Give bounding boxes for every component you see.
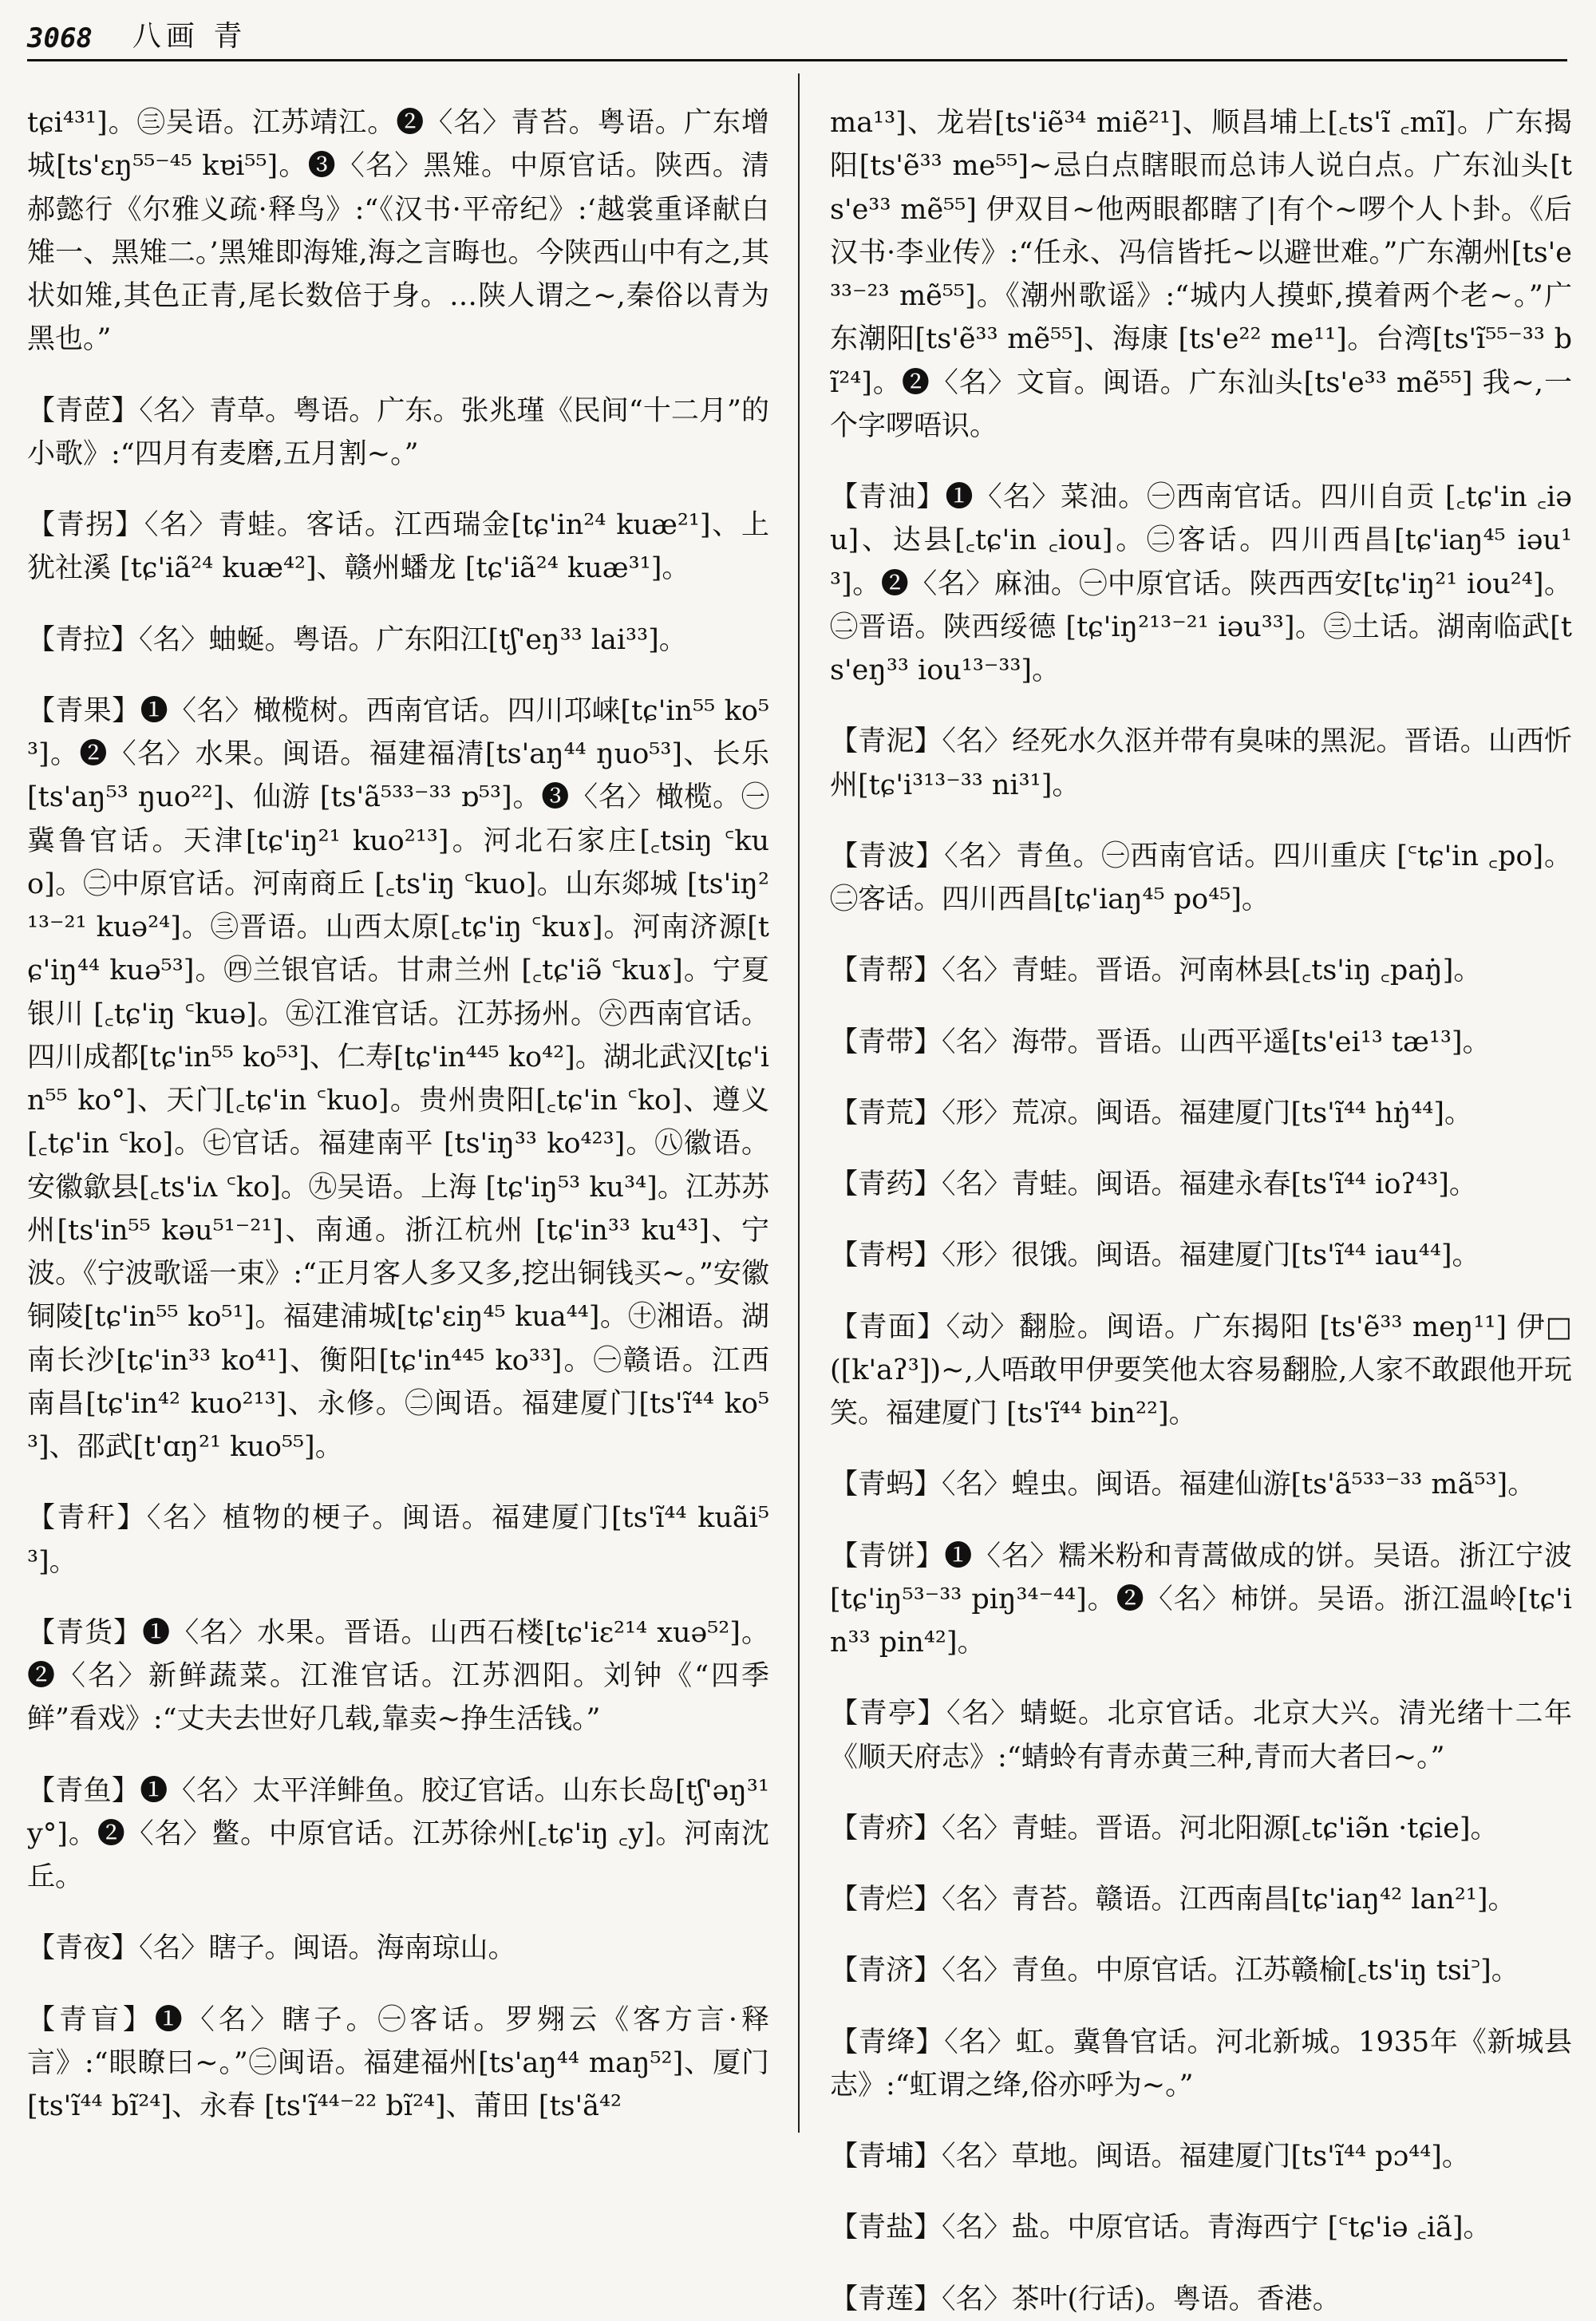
entry: 【青鱼】❶〈名〉太平洋鲱鱼。胶辽官话。山东长岛[tʃ'əŋ³¹ y°]。❷〈名〉鳖。中原官话。江苏徐州[꜀tɕ'iŋ ꜀y]。河南沈丘。 xyxy=(27,1774,769,1893)
entry: 【青泥】〈名〉经死水久沤并带有臭味的黑泥。晋语。山西忻州[tɕ'i³¹³⁻³³ ni³¹]。 xyxy=(830,726,1572,801)
entry: 【青盐】〈名〉盐。中原官话。青海西宁 [꜂tɕ'iə ꜀iã]。 xyxy=(830,2212,1491,2244)
column-divider xyxy=(798,73,800,2133)
page-header xyxy=(27,11,1567,61)
entry: 【青药】〈名〉青蛙。闽语。福建永春[ts'ĩ⁴⁴ ioʔ⁴³]。 xyxy=(830,1168,1477,1200)
entry: 【青疥】〈名〉青蛙。晋语。河北阳源[꜀tɕ'iə̃n ·tɕie]。 xyxy=(830,1812,1499,1845)
entry: 【青茝】〈名〉青草。粤语。广东。张兆瑾《民间“十二月”的小歌》:“四月有麦磨,五月割~。” xyxy=(27,394,769,470)
entry: 【青荒】〈形〉荒凉。闽语。福建厦门[ts'ĩ⁴⁴ hŋ̇⁴⁴]。 xyxy=(830,1097,1472,1129)
entry: 【青莲】〈名〉茶叶(行话)。粤语。香港。 xyxy=(830,2283,1341,2315)
entry: 【青面】〈动〉翻脸。闽语。广东揭阳 [ts'ẽ³³ meŋ¹¹] 伊□([k'aʔ³])~,人唔敢甲伊要笑他太容易翻脸,人家不敢跟他开玩笑。福建厦门 [ts'ĩ⁴⁴ bin²²]。 xyxy=(830,1311,1572,1429)
entry: 【青绛】〈名〉虹。冀鲁官话。河北新城。1935年《新城县志》:“虹谓之绛,俗亦呼为~。” xyxy=(830,2026,1572,2102)
section-title: 八画 青 xyxy=(132,20,247,53)
entry: 【青亭】〈名〉蜻蜓。北京官话。北京大兴。清光绪十二年《顺天府志》:“蜻蛉有青赤黄三种,青而大者曰~。” xyxy=(830,1698,1572,1773)
entry: 【青埔】〈名〉草地。闽语。福建厦门[ts'ĩ⁴⁴ pɔ⁴⁴]。 xyxy=(830,2141,1470,2173)
entry: 【青波】〈名〉青鱼。㊀西南官话。四川重庆 [꜂tɕ'in ꜀po]。㊁客话。四川西昌[tɕ'iaŋ⁴⁵ po⁴⁵]。 xyxy=(830,840,1572,915)
entry: ma¹³]、龙岩[ts'iẽ³⁴ miẽ²¹]、顺昌埔上[꜀ts'ĩ ꜀mĩ]。广东揭阳[ts'ẽ³³ me⁵⁵]~忌白点瞎眼而总讳人说白点。广东汕头[ts'e³³ mẽ⁵⁵] 伊双目~他两眼都瞎了|有个~啰个人卜卦。《后汉书·李业传》:“任永、冯信皆托~以避世难。”广东潮州[ts'e³³⁻²³ mẽ⁵⁵]。《潮州歌谣》:“城内人摸虾,摸着两个老~。”广东潮阳[ts'ẽ³³ mẽ⁵⁵]、海康 [ts'e²² me¹¹]。台湾[ts'ĩ⁵⁵⁻³³ bĩ²⁴]。❷〈名〉文盲。闽语。广东汕头[ts'e³³ mẽ⁵⁵] 我~,一个字啰唔识。 xyxy=(830,107,1572,442)
entry: 【青烂】〈名〉青苔。赣语。江西南昌[tɕ'iaŋ⁴² lan²¹]。 xyxy=(830,1884,1516,1916)
entry: 【青饼】❶〈名〉糯米粉和青蒿做成的饼。吴语。浙江宁波[tɕ'iŋ⁵³⁻³³ piŋ³⁴⁻⁴⁴]。❷〈名〉柿饼。吴语。浙江温岭[tɕ'in³³ pin⁴²]。 xyxy=(830,1540,1572,1659)
entry: 【青蚂】〈名〉蝗虫。闽语。福建仙游[ts'ã⁵³³⁻³³ mã⁵³]。 xyxy=(830,1469,1536,1501)
entry: 【青夜】〈名〉瞎子。闽语。海南琼山。 xyxy=(27,1932,516,1965)
entry: 【青拐】〈名〉青蛙。客话。江西瑞金[tɕ'in²⁴ kuæ²¹]、上犹社溪 [tɕ'iã²⁴ kuæ⁴²]、赣州蟠龙 [tɕ'iã²⁴ kuæ³¹]。 xyxy=(27,509,769,585)
entry: tɕi⁴³¹]。㊂吴语。江苏靖江。❷〈名〉青苔。粤语。广东增城[ts'ɛŋ⁵⁵⁻⁴⁵ kɐi⁵⁵]。❸〈名〉黑雉。中原官话。陕西。清郝懿行《尔雅义疏·释鸟》:“《汉书·平帝纪》:‘越裳重译献白雉一、黑雉二。’黑雉即海雉,海之言晦也。今陕西山中有之,其状如雉,其色正青,尾长数倍于身。…陕人谓之~,秦俗以青为黑也。” xyxy=(27,107,769,356)
right-column xyxy=(830,73,1572,2315)
entry: 【青带】〈名〉海带。晋语。山西平遥[ts'ei¹³ tæ¹³]。 xyxy=(830,1026,1491,1058)
entry: 【青济】〈名〉青鱼。中原官话。江苏赣榆[꜀ts'iŋ tsi꜄]。 xyxy=(830,1955,1519,1987)
entry: 【青拉】〈名〉蚰蜒。粤语。广东阳江[tʃ'eŋ³³ lai³³]。 xyxy=(27,623,687,656)
left-column xyxy=(27,73,769,2141)
entry: 【青油】❶〈名〉菜油。㊀西南官话。四川自贡 [꜀tɕ'in ꜀iəu]、达县[꜀tɕ'in ꜀iou]。㊁客话。四川西昌[tɕ'iaŋ⁴⁵ iəu¹³]。❷〈名〉麻油。㊀中原官话。陕西西安[tɕ'iŋ²¹ iou²⁴]。㊁晋语。陕西绥德 [tɕ'iŋ²¹³⁻²¹ iəu³³]。㊂土话。湖南临武[ts'eŋ³³ iou¹³⁻³³]。 xyxy=(830,481,1572,686)
entry: 【青盲】❶〈名〉瞎子。㊀客话。罗翙云《客方言·释言》:“眼瞭曰~。”㊁闽语。福建福州[ts'aŋ⁴⁴ maŋ⁵²]、厦门[ts'ĩ⁴⁴ bĩ²⁴]、永春 [ts'ĩ⁴⁴⁻²² bĩ²⁴]、莆田 [ts'ã⁴² xyxy=(27,2003,769,2122)
entry: 【青枵】〈形〉很饿。闽语。福建厦门[ts'ĩ⁴⁴ iau⁴⁴]。 xyxy=(830,1240,1480,1272)
page-number: 3068 xyxy=(27,22,93,54)
entry: 【青秆】〈名〉植物的梗子。闽语。福建厦门[ts'ĩ⁴⁴ kuãi⁵³]。 xyxy=(27,1502,769,1578)
entry: 【青帮】〈名〉青蛙。晋语。河南林县[꜀ts'iŋ ꜀paŋ̇]。 xyxy=(830,955,1482,987)
entry: 【青果】❶〈名〉橄榄树。西南官话。四川邛崃[tɕ'in⁵⁵ ko⁵³]。❷〈名〉水果。闽语。福建福清[ts'aŋ⁴⁴ ŋuo⁵³]、长乐[ts'aŋ⁵³ ŋuo²²]、仙游 [ts'ã⁵³³⁻³³ ɒ⁵³]。❸〈名〉橄榄。㊀冀鲁官话。天津[tɕ'iŋ²¹ kuo²¹³]。河北石家庄[꜀tsiŋ ꜂kuo]。㊁中原官话。河南商丘 [꜀ts'iŋ ꜂kuo]。山东郯城 [ts'iŋ²¹³⁻²¹ kuə²⁴]。㊂晋语。山西太原[꜀tɕ'iŋ ꜂kuɤ]。河南济源[tɕ'iŋ⁴⁴ kuə⁵³]。㊃兰银官话。甘肃兰州 [꜀tɕ'iə̃ ꜂kuɤ]。宁夏银川 [꜀tɕ'iŋ ꜂kuə]。㊄江淮官话。江苏扬州。㊅西南官话。四川成都[tɕ'in⁵⁵ ko⁵³]、仁寿[tɕ'in⁴⁴⁵ ko⁴²]。湖北武汉[tɕ'in⁵⁵ ko°]、天门[꜀tɕ'in ꜂kuo]。贵州贵阳[꜀tɕ'in ꜂ko]、遵义[꜀tɕ'in ꜂ko]。㊆官话。福建南平 [ts'iŋ³³ ko⁴²³]。㊇徽语。安徽歙县[꜀ts'iʌ ꜂ko]。㊈吴语。上海 [tɕ'iŋ⁵³ ku³⁴]。江苏苏州[ts'in⁵⁵ kəu⁵¹⁻²¹]、南通。浙江杭州 [tɕ'in³³ ku⁴³]、宁波。《宁波歌谣一束》:“正月客人多又多,挖出铜钱买~。”安徽铜陵[tɕ'in⁵⁵ ko⁵¹]。福建浦城[tɕ'ɛiŋ⁴⁵ kua⁴⁴]。㊉湘语。湖南长沙[tɕ'in³³ ko⁴¹]、衡阳[tɕ'in⁴⁴⁵ ko³³]。㊀赣语。江西南昌[tɕ'in⁴² kuo²¹³]、永修。㊁闽语。福建厦门[ts'ĩ⁴⁴ ko⁵³]、邵武[t'ɑŋ²¹ kuo⁵⁵]。 xyxy=(27,694,769,1463)
entry: 【青货】❶〈名〉水果。晋语。山西石楼[tɕ'iɛ²¹⁴ xuə⁵²]。❷〈名〉新鲜蔬菜。江淮官话。江苏泗阳。刘钟《“四季鲜”看戏》:“丈夫去世好几载,靠卖~挣生活钱。” xyxy=(27,1616,769,1736)
